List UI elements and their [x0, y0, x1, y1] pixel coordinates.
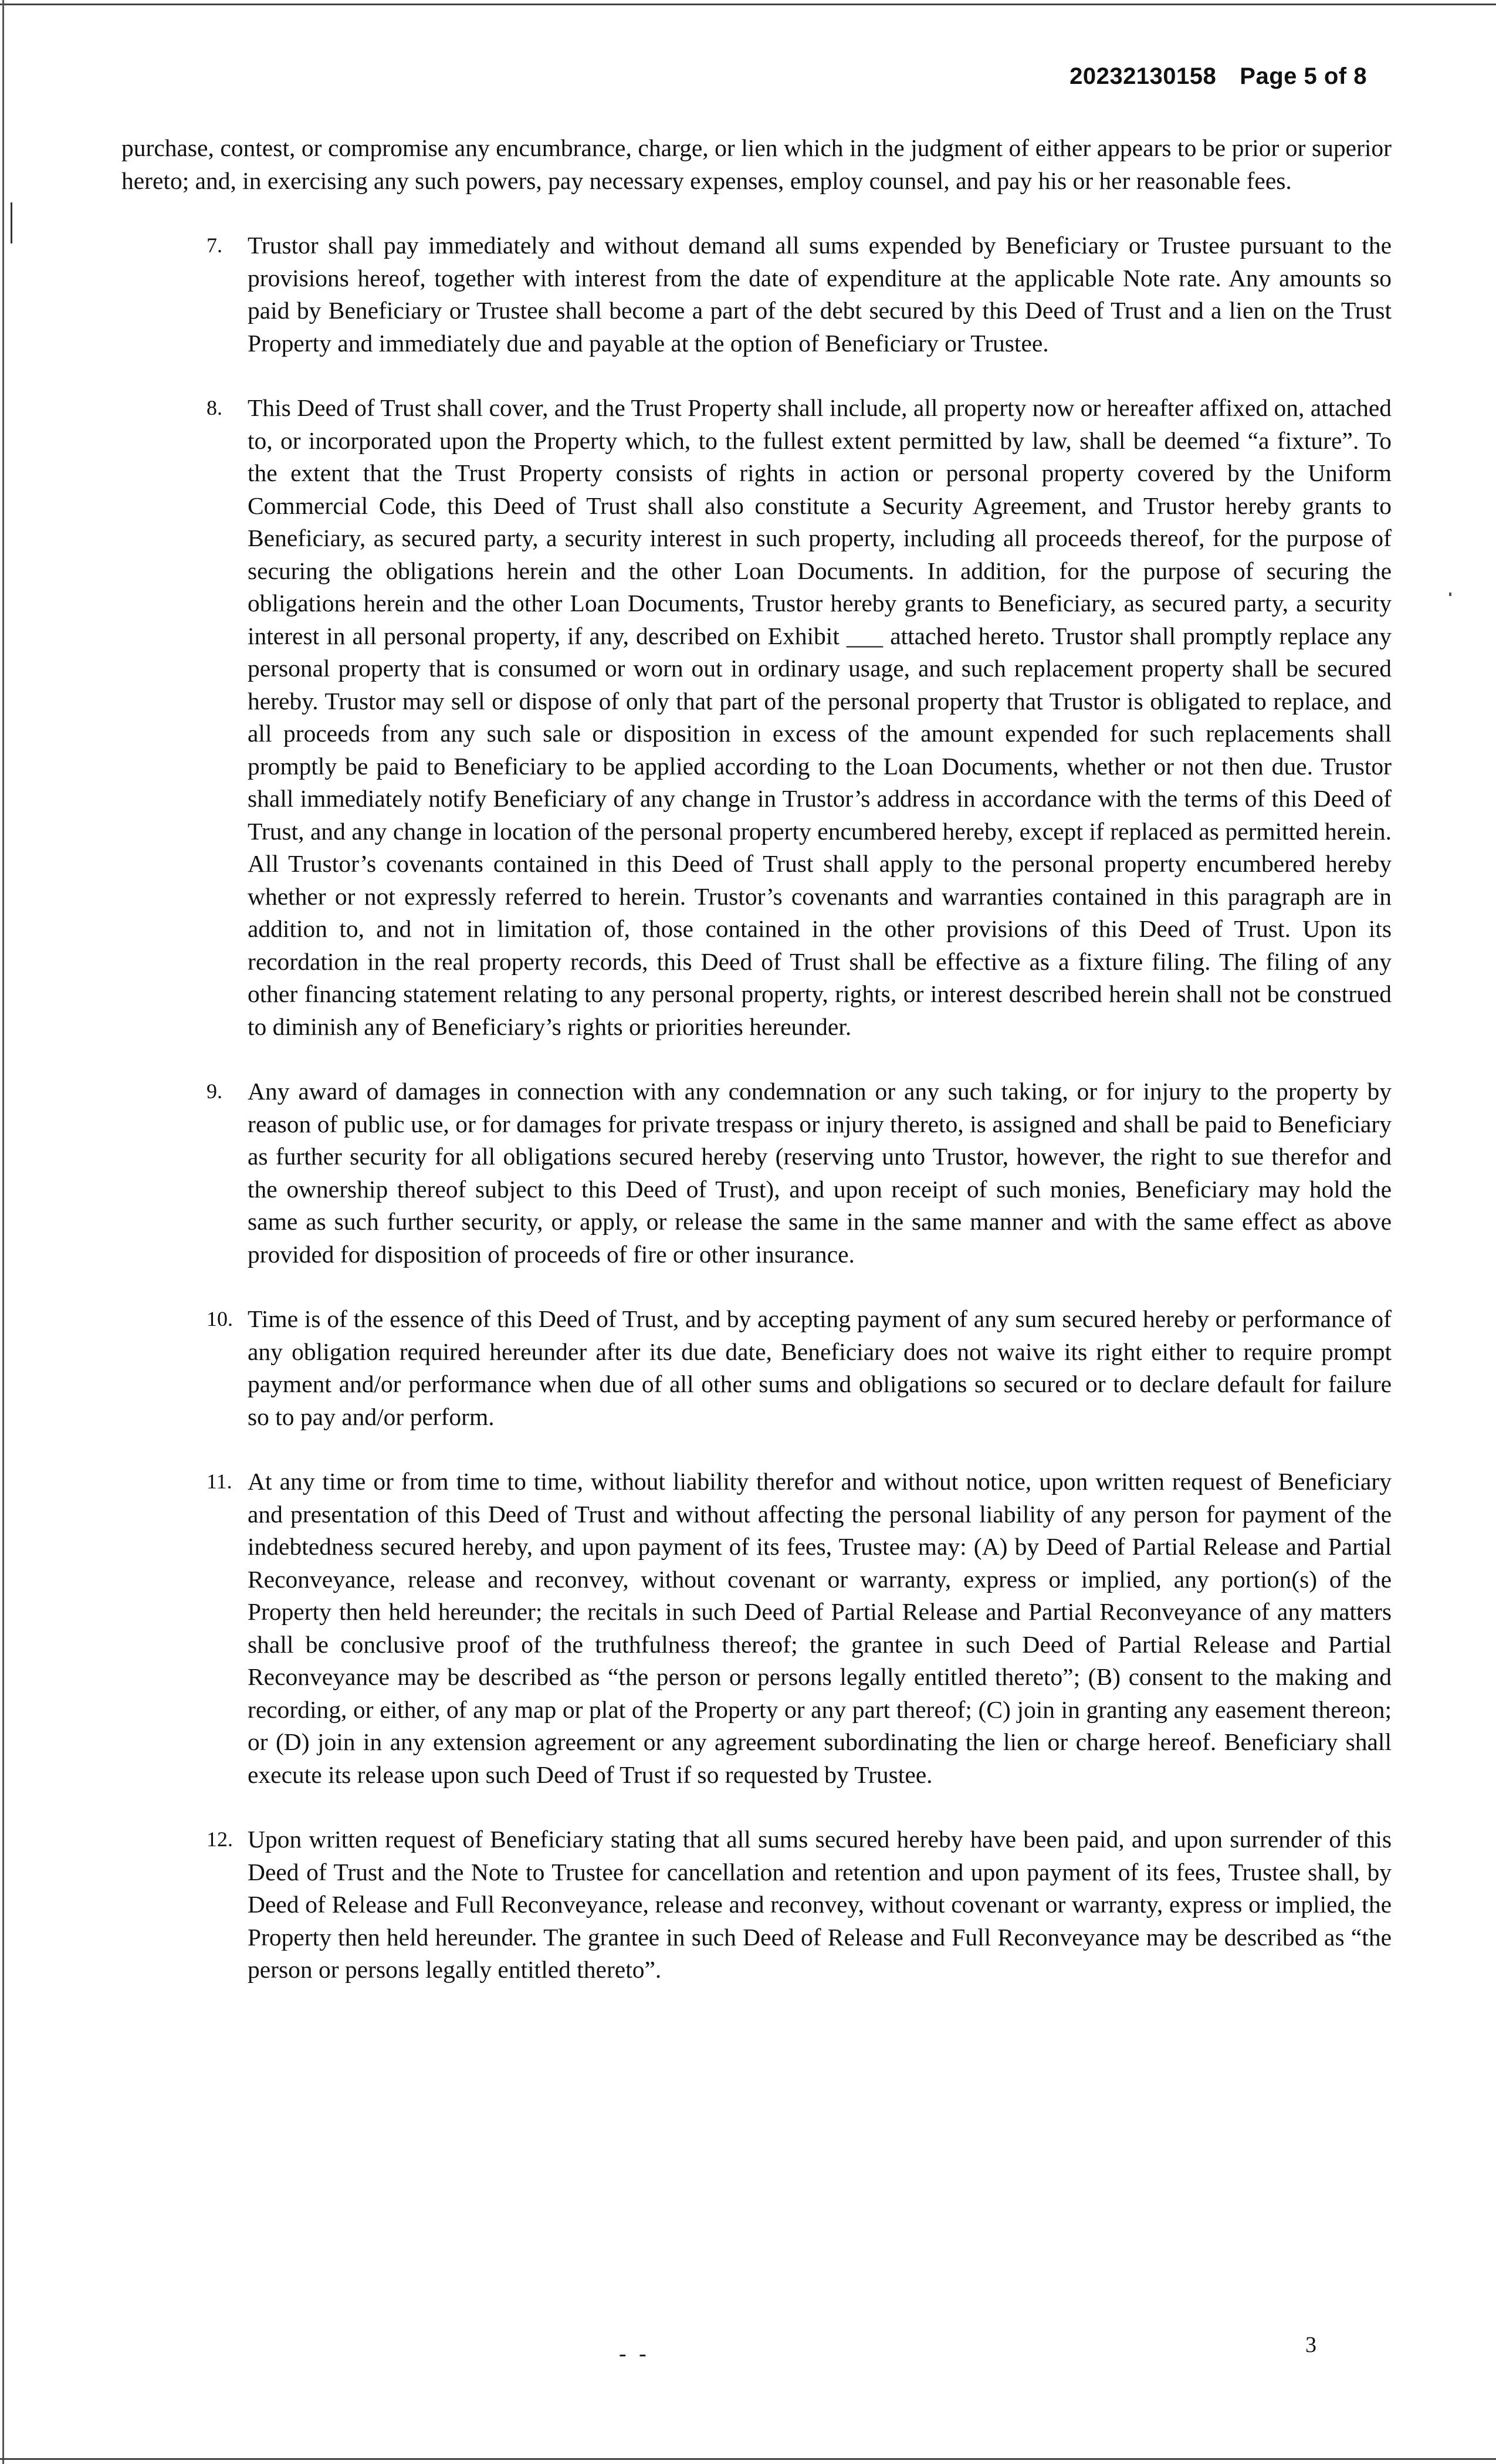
scan-speck [1449, 593, 1451, 596]
paragraph-number: 9. [207, 1079, 222, 1103]
document-header [1069, 63, 1367, 90]
paragraph-number: 7. [207, 233, 222, 257]
scan-border-left [2, 0, 4, 2464]
footer-page-number: 3 [1305, 2333, 1316, 2357]
intro-paragraph: purchase, contest, or compromise any encumbrance, charge, or lien which in the judgment of either appears to be prior or superior hereto; and, in exercising any such powers, pay necessary expenses, employ counsel, and pay his or her reasonable fees. [121, 134, 1392, 194]
paragraph-text: Trustor shall pay immediately and without demand all sums expended by Beneficiary or Trustee pursuant to the provisions hereof, together with interest from the date of expenditure at the applicable Note rate. Any amounts so paid by Beneficiary or Trustee shall become a part of the debt secured by this Deed of Trust and a lien on the Trust Property and immediately due and payable at the option of Beneficiary or Trustee. [248, 232, 1392, 357]
paragraph-number: 8. [207, 396, 222, 419]
paragraph-number: 11. [207, 1470, 232, 1493]
paragraph-7 [121, 229, 1392, 360]
document-number: 20232130158 [1069, 63, 1217, 89]
scan-border-bottom [0, 2458, 1496, 2460]
scan-border-top [0, 4, 1496, 5]
paragraph-text: This Deed of Trust shall cover, and the Trust Property shall include, all property now or hereafter affixed on, attached to, or incorporated upon the Property which, to the fullest extent permitted by law, shall be deemed “a fixture”. To the extent that the Trust Property consists of rights in action or personal property covered by the Uniform Commercial Code, this Deed of Trust shall also constitute a Security Agreement, and Trustor hereby grants to Beneficiary, as secured party, a security interest in such property, including all proceeds thereof, for the purpose of securing the obligations herein and the other Loan Documents. In addition, for the purpose of securing the obligations herein and the other Loan Documents, Trustor hereby grants to Beneficiary, as secured party, a security interest in all personal property, if any, described on Exhibit ___ attached hereto. Trustor shall promptly replace any personal property that is consumed or worn out in ordinary usage, and such replacement property shall be secured hereby. Trustor may sell or dispose of only that part of the personal property that Trustor is obligated to replace, and all proceeds from any such sale or disposition in excess of the amount expended for such replacements shall promptly be paid to Beneficiary to be applied according to the Loan Documents, whether or not then due. Trustor shall immediately notify Beneficiary of any change in Trustor’s address in accordance with the terms of this Deed of Trust, and any change in location of the personal property encumbered hereby, except if replaced as permitted herein. All Trustor’s covenants contained in this Deed of Trust shall apply to the personal property encumbered hereby whether or not expressly referred to herein. Trustor’s covenants and warranties contained in this paragraph are in addition to, and not in limitation of, those contained in the other provisions of this Deed of Trust. Upon its recordation in the real property records, this Deed of Trust shall be effective as a fixture filing. The filing of any other financing statement relating to any personal property, rights, or interest described herein shall not be construed to diminish any of Beneficiary’s rights or priorities hereunder. [248, 394, 1392, 1040]
paragraph-number: 12. [207, 1827, 233, 1851]
paragraph-text: Time is of the essence of this Deed of Trust, and by accepting payment of any sum secured hereby or performance of any obligation required hereunder after its due date, Beneficiary does not waive its right either to require prompt payment and/or performance when due of all other sums and obligations so secured or to declare default for failure so to pay and/or perform. [248, 1305, 1392, 1430]
paragraph-11 [121, 1465, 1392, 1791]
document-body [121, 132, 1392, 2019]
scan-mark [11, 202, 12, 243]
paragraph-10 [121, 1303, 1392, 1433]
paragraph-text: Any award of damages in connection with any condemnation or any such taking, or for injury to the property by reason of public use, or for damages for private trespass or injury thereto, is assigned and shall be paid to Beneficiary as further security for all obligations secured hereby (reserving unto Trustor, however, the right to sue therefor and the ownership thereof subject to this Deed of Trust), and upon receipt of such monies, Beneficiary may hold the same as such further security, or apply, or release the same in the same manner and with the same effect as above provided for disposition of proceeds of fire or other insurance. [248, 1078, 1392, 1268]
paragraph-text: At any time or from time to time, without liability therefor and without notice, upon written request of Beneficiary and presentation of this Deed of Trust and without affecting the personal liability of any person for payment of the indebtedness secured hereby, and upon payment of its fees, Trustee may: (A) by Deed of Partial Release and Partial Reconveyance, release and reconvey, without covenant or warranty, express or implied, any portion(s) of the Property then held hereunder; the recitals in such Deed of Partial Release and Partial Reconveyance of any matters shall be conclusive proof of the truthfulness thereof; the grantee in such Deed of Partial Release and Partial Reconveyance may be described as “the person or persons legally entitled thereto”; (B) consent to the making and recording, or either, of any map or plat of the Property or any part thereof; (C) join in granting any easement thereon; or (D) join in any extension agreement or any agreement subordinating the lien or charge hereof. Beneficiary shall execute its release upon such Deed of Trust if so requested by Trustee. [248, 1468, 1392, 1788]
paragraph-9 [121, 1075, 1392, 1271]
paragraph-text: Upon written request of Beneficiary stating that all sums secured hereby have been paid, and upon surrender of this Deed of Trust and the Note to Trustee for cancellation and retention and upon payment of its fees, Trustee shall, by Deed of Release and Full Reconveyance, release and reconvey, without covenant or warranty, express or implied, the Property then held hereunder. The grantee in such Deed of Release and Full Reconveyance may be described as “the person or persons legally entitled thereto”. [248, 1826, 1392, 1983]
page-label: Page 5 of 8 [1240, 63, 1367, 89]
paragraph-number: 10. [207, 1307, 233, 1331]
footer-dash-mark: - - [619, 2341, 650, 2366]
paragraph-12 [121, 1823, 1392, 1986]
paragraph-8 [121, 392, 1392, 1043]
